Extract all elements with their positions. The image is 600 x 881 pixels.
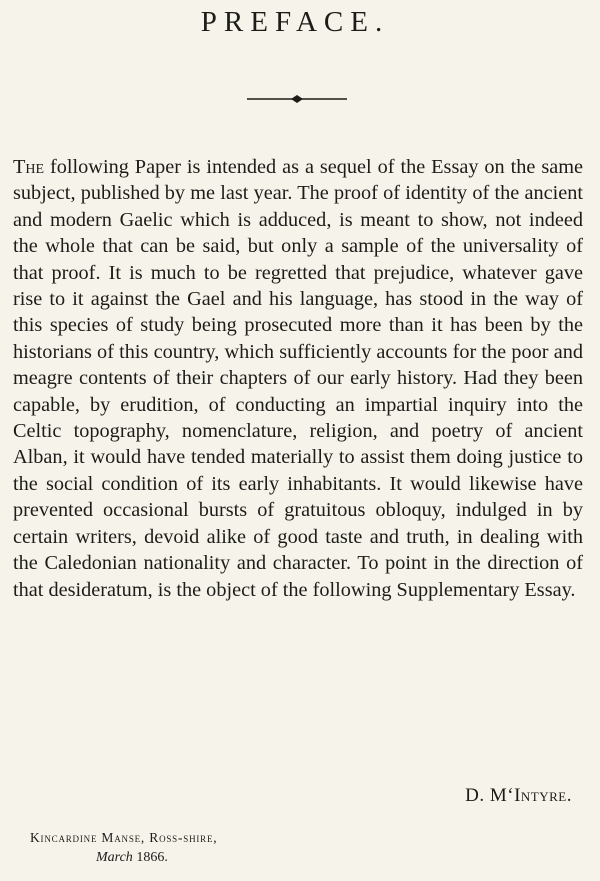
author-signature [465,785,572,807]
signature-surname: Intyre. [514,785,572,806]
date-month: March [96,850,133,865]
preface-paragraph [13,154,583,603]
date-line [96,850,168,866]
date-year: 1866. [136,850,168,865]
paragraph-lead-word: The [13,156,45,178]
signature-initial: D. M‘ [465,785,515,806]
ornamental-divider [247,93,347,105]
place-line: Kincardine Manse, Ross-shire, [30,830,218,845]
page-title: PREFACE. [200,6,390,38]
paragraph-text: following Paper is intended as a sequel of the Essay on the same subject, published by me last year. The proof of identity of the ancient and modern Gaelic which is adduced, is meant to show, not indeed the whole that can be said, but only a sample of the universality of that proof. It is much to be regretted that prejudice, whatever gave rise to it against the Gael and his language, has stood in the way of this species of study being prosecuted more than it has been by the historians of this country, which sufficiently accounts for the poor and meagre contents of their chapters of our early history. Had they been capable, by erudition, of conducting an impartial inquiry into the Celtic topography, nomenclature, religion, and poetry of ancient Alban, it would have tended materially to assist them doing justice to the social condition of its early inhabitants. It would likewise have prevented occasional bursts of gratuitous obloquy, indulged in by certain writers, devoid alike of good taste and truth, in dealing with the Caledonian nationality and character. To point in the direction of that desideratum, is the object of the following Supplementary Essay. [13,156,583,601]
